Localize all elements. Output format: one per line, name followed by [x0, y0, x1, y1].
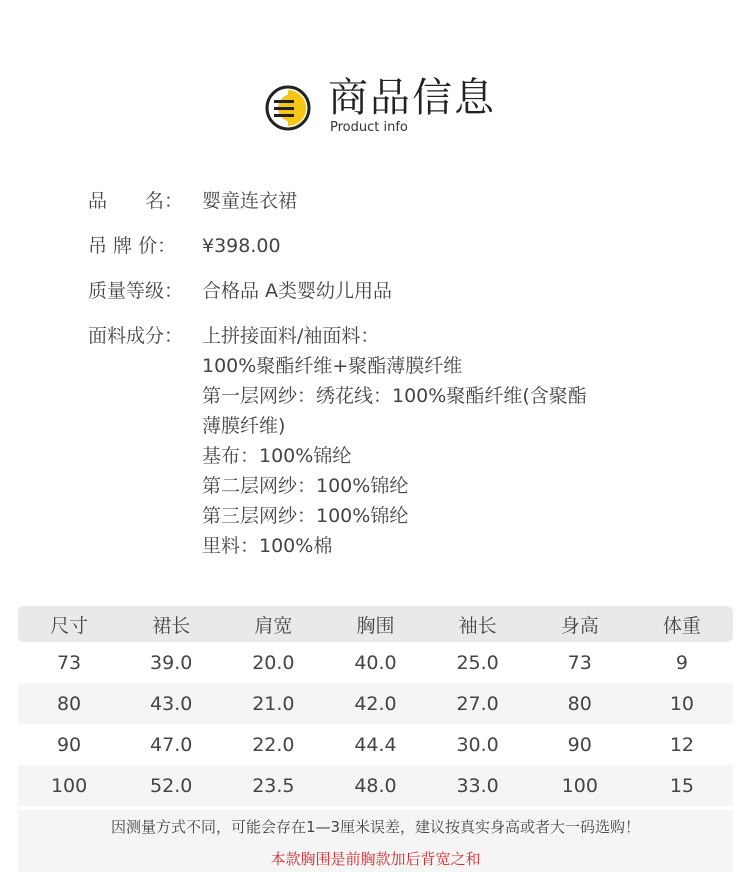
- table-cell: 27.0: [427, 683, 529, 724]
- fabric-line: 基布：100%锦纶: [202, 445, 352, 467]
- table-cell: 80: [18, 683, 120, 724]
- info-row-name: [88, 186, 708, 216]
- table-cell: 10: [631, 683, 733, 724]
- table-row: [18, 765, 733, 806]
- table-cell: 9: [675, 651, 688, 674]
- price-value: ¥398.00: [202, 235, 281, 257]
- column-header: 胸围: [324, 606, 426, 642]
- table-cell: 33.0: [427, 765, 529, 806]
- size-notes: [18, 810, 733, 872]
- table-cell: 12: [669, 733, 695, 756]
- table-cell: 100: [18, 765, 120, 806]
- table-cell: 90: [567, 733, 592, 756]
- table-cell: 20.0: [252, 651, 295, 674]
- table-cell: 21.0: [222, 683, 324, 724]
- info-row-fabric: [88, 321, 708, 561]
- table-cell: 39.0: [150, 651, 193, 674]
- section-header: [264, 74, 524, 138]
- page-title: 商品信息: [328, 75, 496, 121]
- table-cell: 100: [529, 765, 631, 806]
- document-icon: [264, 84, 312, 132]
- column-header: 肩宽: [222, 606, 324, 642]
- column-header: 尺寸: [18, 606, 120, 642]
- info-row-price: [88, 231, 708, 261]
- name-label: 品 名：: [88, 190, 184, 212]
- price-label: 吊 牌 价：: [88, 235, 177, 257]
- size-table: [18, 606, 733, 806]
- table-cell: 42.0: [324, 683, 426, 724]
- table-cell: 80: [529, 683, 631, 724]
- info-row-grade: [88, 276, 708, 306]
- table-cell: 90: [56, 733, 82, 756]
- name-value: 婴童连衣裙: [202, 190, 298, 212]
- table-cell: 73: [567, 651, 592, 674]
- table-cell: 44.4: [354, 733, 397, 756]
- fabric-label: 面料成分：: [88, 325, 184, 347]
- table-cell: 25.0: [456, 651, 499, 674]
- column-header: 裙长: [120, 606, 222, 642]
- column-header: 体重: [631, 606, 733, 642]
- page-subtitle: Product info: [330, 120, 408, 135]
- chest-note: 本款胸围是前胸款加后背宽之和: [270, 850, 481, 868]
- table-cell: 40.0: [354, 651, 397, 674]
- table-header-row: [18, 606, 733, 642]
- column-header: 身高: [529, 606, 631, 642]
- fabric-line: 里料：100%棉: [202, 535, 333, 557]
- grade-value: 合格品 A类婴幼儿用品: [202, 280, 393, 302]
- table-row: [18, 642, 733, 683]
- table-cell: 30.0: [456, 733, 499, 756]
- measurement-note: 因测量方式不同，可能会存在1—3厘米误差，建议按真实身高或者大一码选购！: [110, 818, 641, 836]
- fabric-line: 第二层网纱：100%锦纶: [202, 475, 409, 497]
- column-header: 袖长: [427, 606, 529, 642]
- table-cell: 15: [631, 765, 733, 806]
- fabric-value: [202, 321, 708, 561]
- table-cell: 52.0: [120, 765, 222, 806]
- fabric-line: 100%聚酯纤维+聚酯薄膜纤维: [202, 355, 463, 377]
- table-cell: 47.0: [150, 733, 193, 756]
- table-cell: 43.0: [120, 683, 222, 724]
- fabric-line: 第一层网纱：绣花线：100%聚酯纤维(含聚酯: [202, 385, 587, 407]
- fabric-line: 薄膜纤维): [202, 415, 286, 437]
- table-row: [18, 724, 733, 765]
- product-info: [88, 186, 708, 561]
- table-cell: 48.0: [324, 765, 426, 806]
- fabric-line: 上拼接面料/袖面料：: [202, 325, 380, 347]
- grade-label: 质量等级：: [88, 280, 184, 302]
- table-cell: 22.0: [252, 733, 295, 756]
- table-cell: 23.5: [222, 765, 324, 806]
- table-cell: 73: [56, 651, 82, 674]
- table-row: [18, 683, 733, 724]
- fabric-line: 第三层网纱：100%锦纶: [202, 505, 409, 527]
